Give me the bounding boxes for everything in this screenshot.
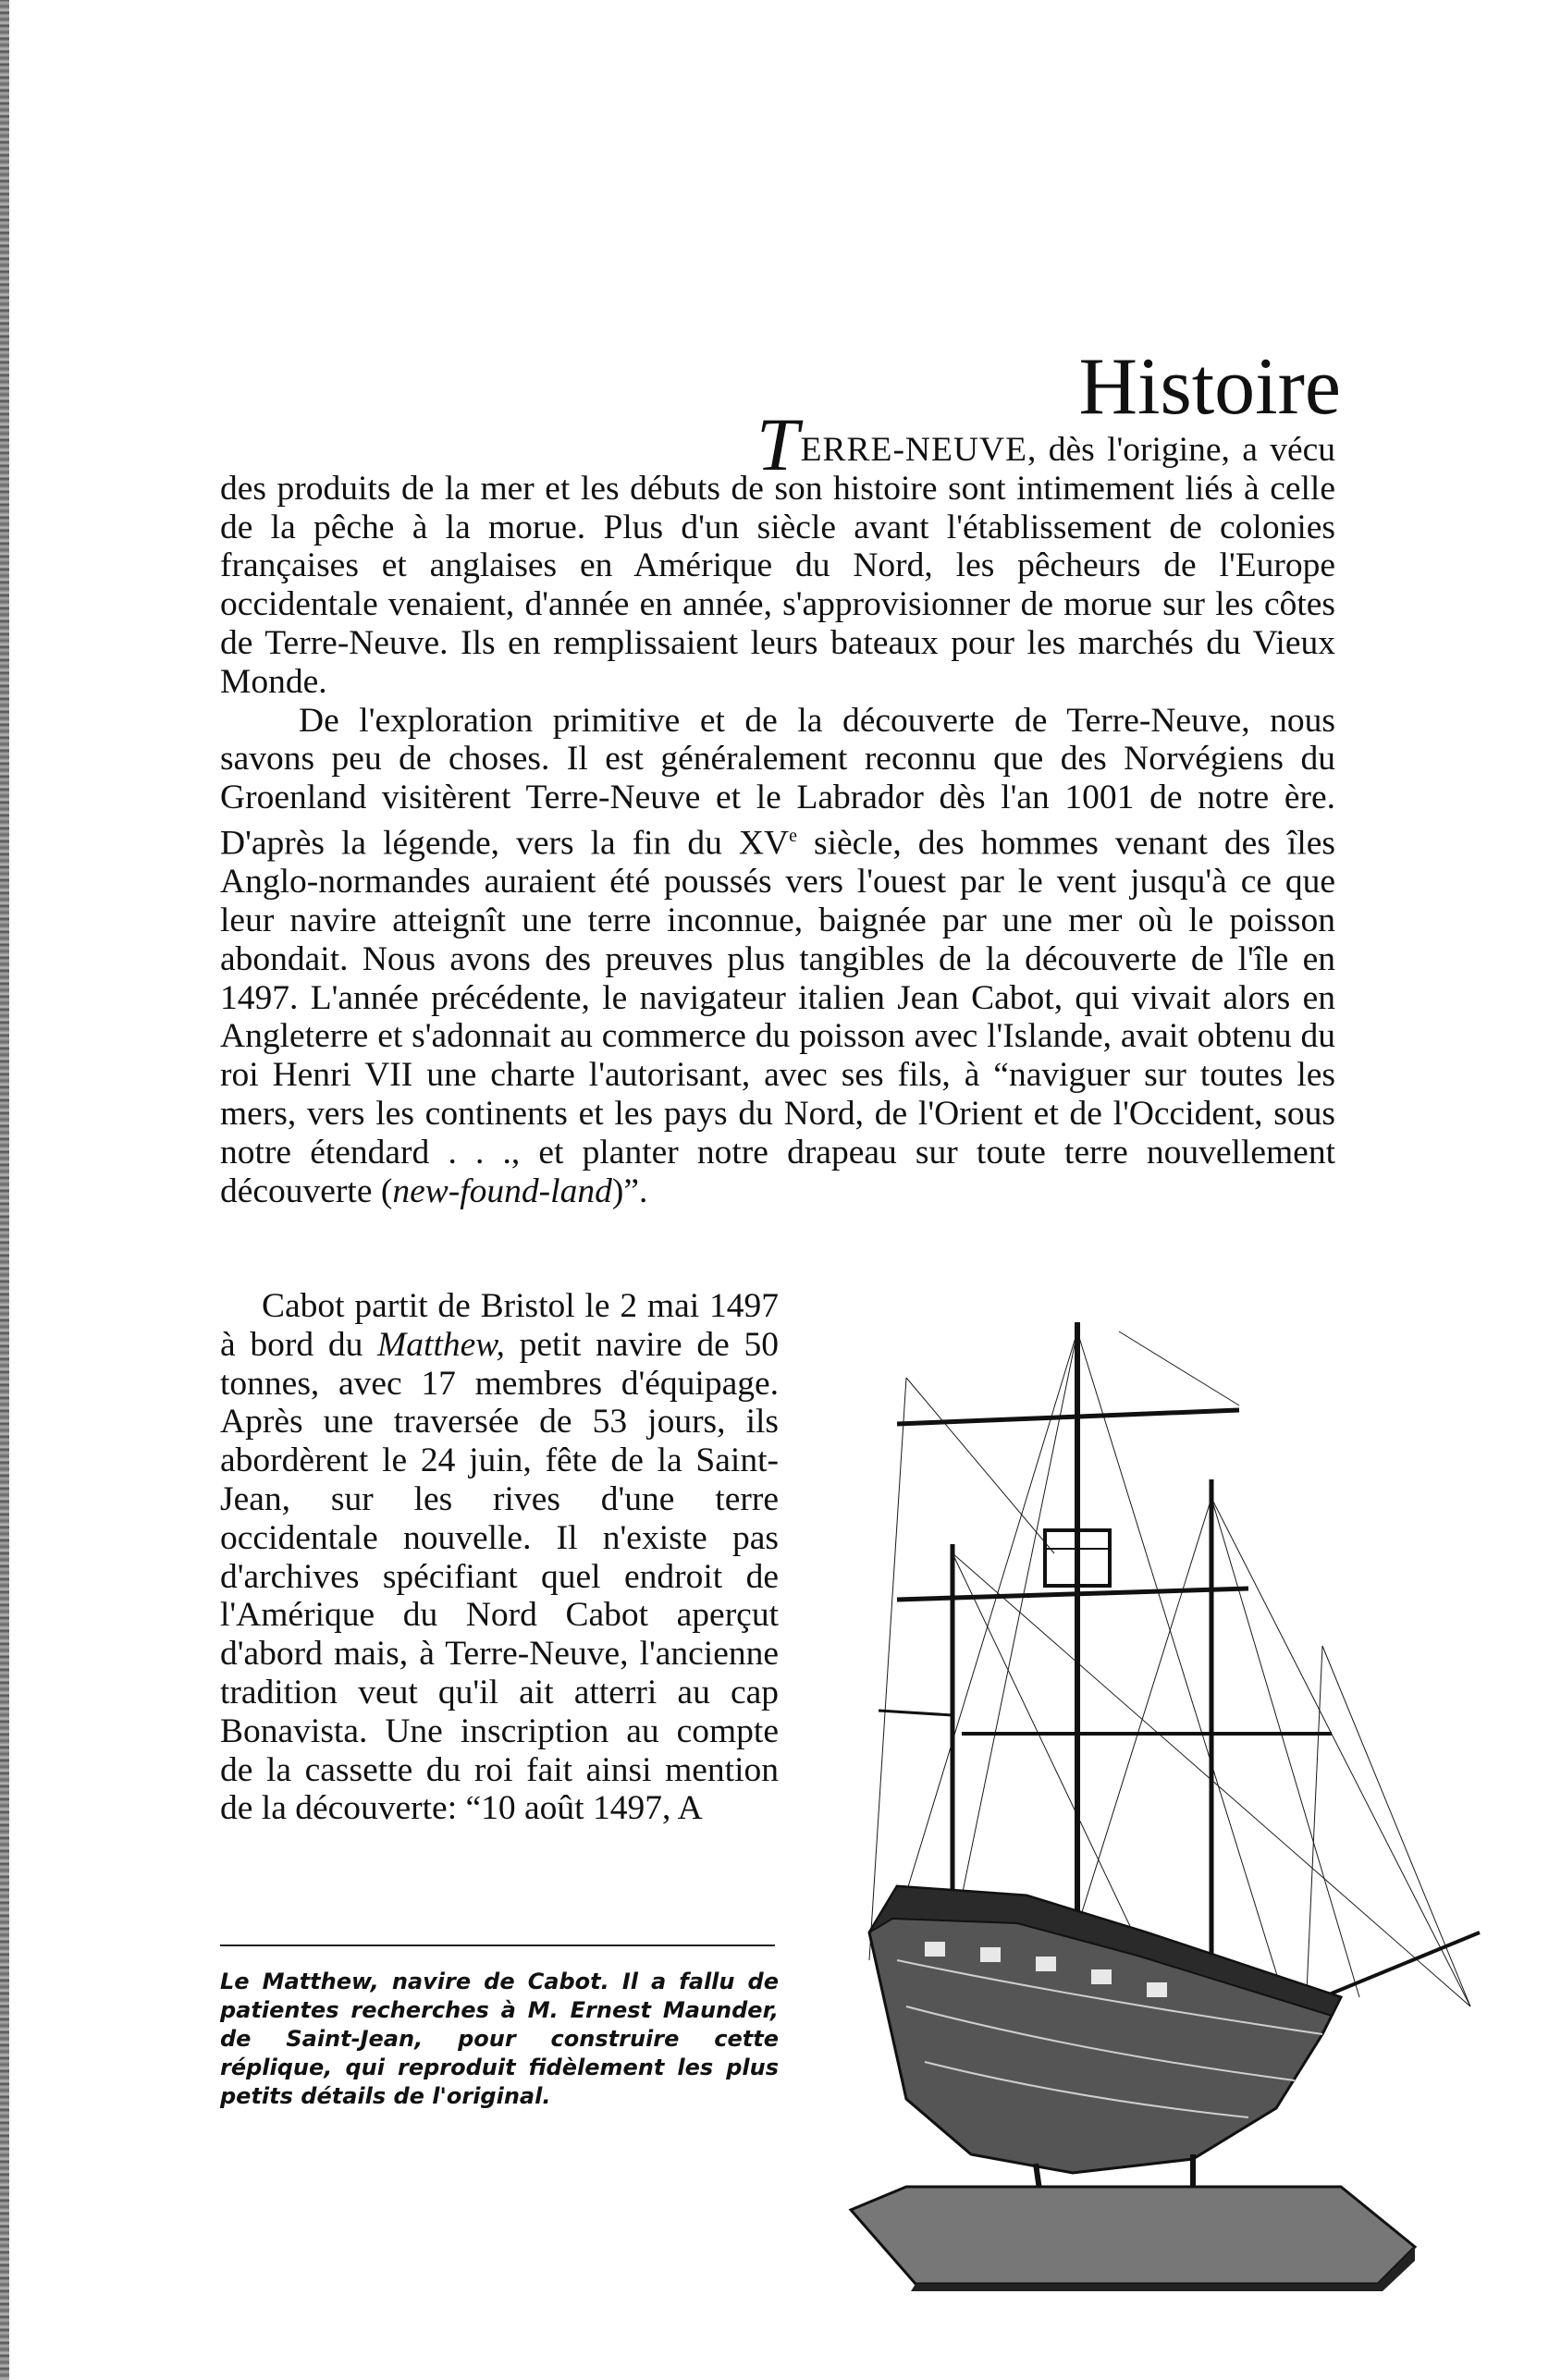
paragraph-1-text: , dès l'origine, a vécu des produits de la mer et les débuts de son histoire sont intimement liés à celle de la pêche à la morue. Plus d'un siècle avant l'établissement de colonies françaises et anglaises en Amérique du Nord, les pêcheurs de l'Europe occidentale venaient, d'année en année, s'approvisionner de morue sur les côtes de Terre-Neuve. Ils en remplissaient leurs bateaux pour les marchés du Vieux Monde.: [220, 431, 1335, 701]
paragraph-2-text-a: De l'exploration primitive et de la découverte de Terre-Neuve, nous savons peu de choses. Il est généralement reconnu que des Norvégiens du Groenland visitèrent Terre-Neuve et le Labrador dès l'an 1001 de notre ère. D'après la légende, vers la fin du XV: [220, 701, 1335, 863]
column-text: [220, 1287, 779, 1828]
paragraph-1: [220, 402, 1335, 702]
italic-term: new-found-land: [392, 1172, 612, 1210]
drop-cap: T: [756, 402, 799, 486]
paragraph-2-text-b: siècle, des hommes venant des îles Anglo-normandes auraient été poussés vers l'ouest par le vent jusqu'à ce que leur navire atteignît une terre inconnue, baignée par une mer où le poisson abondait. Nous avons des preuves plus tangibles de la découverte de l'île en 1497. L'année précédente, le navigateur italien Jean Cabot, qui vivait alors en Angleterre et s'adonnait au commerce du poisson avec l'Islande, avait obtenu du roi Henri VII une charte l'autorisant, avec ses fils, à “naviguer sur toutes les mers, vers les continents et les pays du Nord, de l'Orient et de l'Occident, sous notre étendard . . ., et planter notre drapeau sur toute terre nouvellement découverte (: [220, 824, 1336, 1210]
paragraph-3-text-a: Cabot partit de Bristol le 2 mai 1497 à bord du: [220, 1287, 779, 1364]
paragraph-3: [220, 1287, 779, 1828]
paragraph-2: [220, 702, 1335, 1211]
superscript-e: e: [789, 825, 797, 846]
page-title: Histoire: [1078, 341, 1341, 432]
figure-caption: Le Matthew, navire de Cabot. Il a fallu de patientes recherches à M. Ernest Maunder, de Saint-Jean, pour construire cette réplique, qui reproduit fidèlement les plus petits détails de l'original.: [220, 1969, 779, 2109]
ship-name: Matthew,: [377, 1325, 505, 1364]
caption-rule: [220, 1944, 775, 1946]
paragraph-3-text-b: petit navire de 50 tonnes, avec 17 membres d'équipage. Après une traversée de 53 jours, ils abordèrent le 24 juin, fête de la Saint-Jean, sur les rives d'une terre occidentale nouvelle. Il n'existe pas d'archives spécifiant quel endroit de l'Amérique du Nord Cabot aperçut d'abord mais, à Terre-Neuve, l'ancienne tradition veut qu'il ait atterri au cap Bonavista. Une inscription au compte de la cassette du roi fait ainsi mention de la découverte: “10 août 1497, A: [220, 1325, 779, 1828]
paragraph-2-end: )”.: [611, 1172, 648, 1210]
ship-model-illustration: [842, 1294, 1489, 2293]
main-body-text: [220, 402, 1336, 1210]
scan-edge-artifact: [0, 0, 9, 2380]
lead-words: ERRE-NEUVE: [800, 431, 1027, 469]
